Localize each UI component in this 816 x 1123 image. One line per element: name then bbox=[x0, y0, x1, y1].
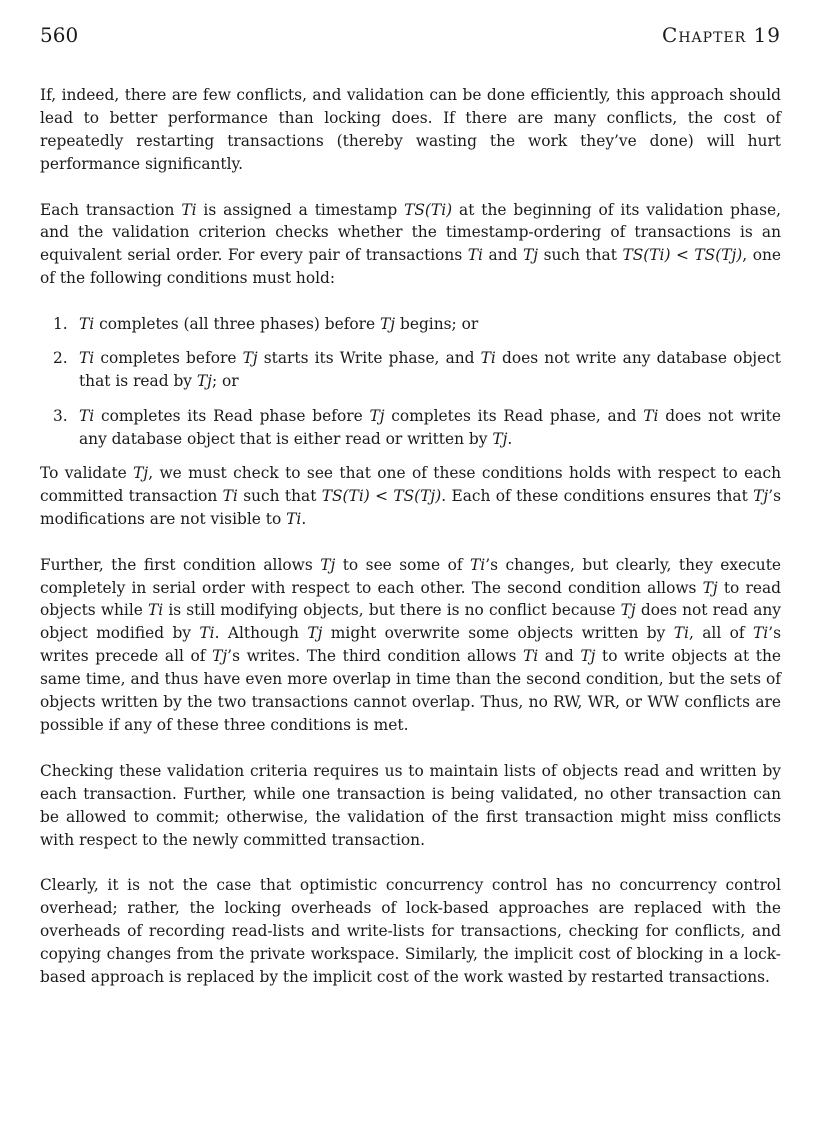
paragraph-3: To validate Tj, we must check to see that one of these conditions holds with respect to each committed transaction Ti such that TS(Ti) < TS(Tj). Each of these conditions ensures that Tj’s modifications are not visible to Ti. bbox=[40, 464, 782, 528]
list-item: 2. Ti completes before Tj starts its Write phase, and Ti does not write any database object that is read by Tj; or bbox=[53, 349, 781, 391]
paragraph-4: Further, the first condition allows Tj to see some of Ti’s changes, but clearly, they execute completely in serial order with respect to each other. The second condition allows Tj to read objects while Ti is still modifying objects, but there is no conflict because Tj does not read any object modified by Ti. Although Tj might overwrite some objects written by Ti, all of Ti’s writes precede all of Tj’s writes. The third condition allows Ti and Tj to write objects at the same time, and thus have even more overlap in time than the second condition, but the sets of objects written by the two transactions cannot overlap. Thus, no RW, WR, or WW conflicts are possible if any of these three conditions is met. bbox=[40, 555, 782, 735]
conditions-list bbox=[40, 313, 781, 451]
paragraph-2: Each transaction Ti is assigned a timestamp TS(Ti) at the beginning of its validation phase, and the validation criterion checks whether the timestamp-ordering of transactions is an equivalent serial order. For every pair of transactions Ti and Tj such that TS(Ti) < TS(Tj), one of the following conditions must hold: bbox=[40, 200, 781, 288]
list-item: 3. Ti completes its Read phase before Tj completes its Read phase, and Ti does not write any database object that is either read or written by Tj. bbox=[53, 406, 781, 448]
page-header bbox=[40, 20, 781, 50]
paragraph-5: Checking these validation criteria requires us to maintain lists of objects read and written by each transaction. Further, while one transaction is being validated, no other transaction can be allowed to commit; otherwise, the validation of the first transaction might miss conflicts with respect to the newly committed transaction. bbox=[40, 761, 781, 849]
paragraph-6: Clearly, it is not the case that optimistic concurrency control has no concurrency control overhead; rather, the locking overheads of lock-based approaches are replaced with the overheads of recording read-lists and write-lists for transactions, checking for conflicts, and copying changes from the private workspace. Similarly, the implicit cost of blocking in a lock-based approach is replaced by the implicit cost of the work wasted by restarted transactions. bbox=[40, 876, 781, 986]
page-body bbox=[40, 84, 781, 989]
chapter-title: Chapter 19 bbox=[662, 23, 781, 47]
list-item: 1. Ti completes (all three phases) before Tj begins; or bbox=[53, 315, 479, 334]
page-number: 560 bbox=[40, 23, 79, 47]
paragraph-1: If, indeed, there are few conflicts, and validation can be done efficiently, this approach should lead to better performance than locking does. If there are many conflicts, the cost of repeatedly restarting transactions (thereby wasting the work they’ve done) will hurt performance significantly. bbox=[40, 86, 781, 173]
